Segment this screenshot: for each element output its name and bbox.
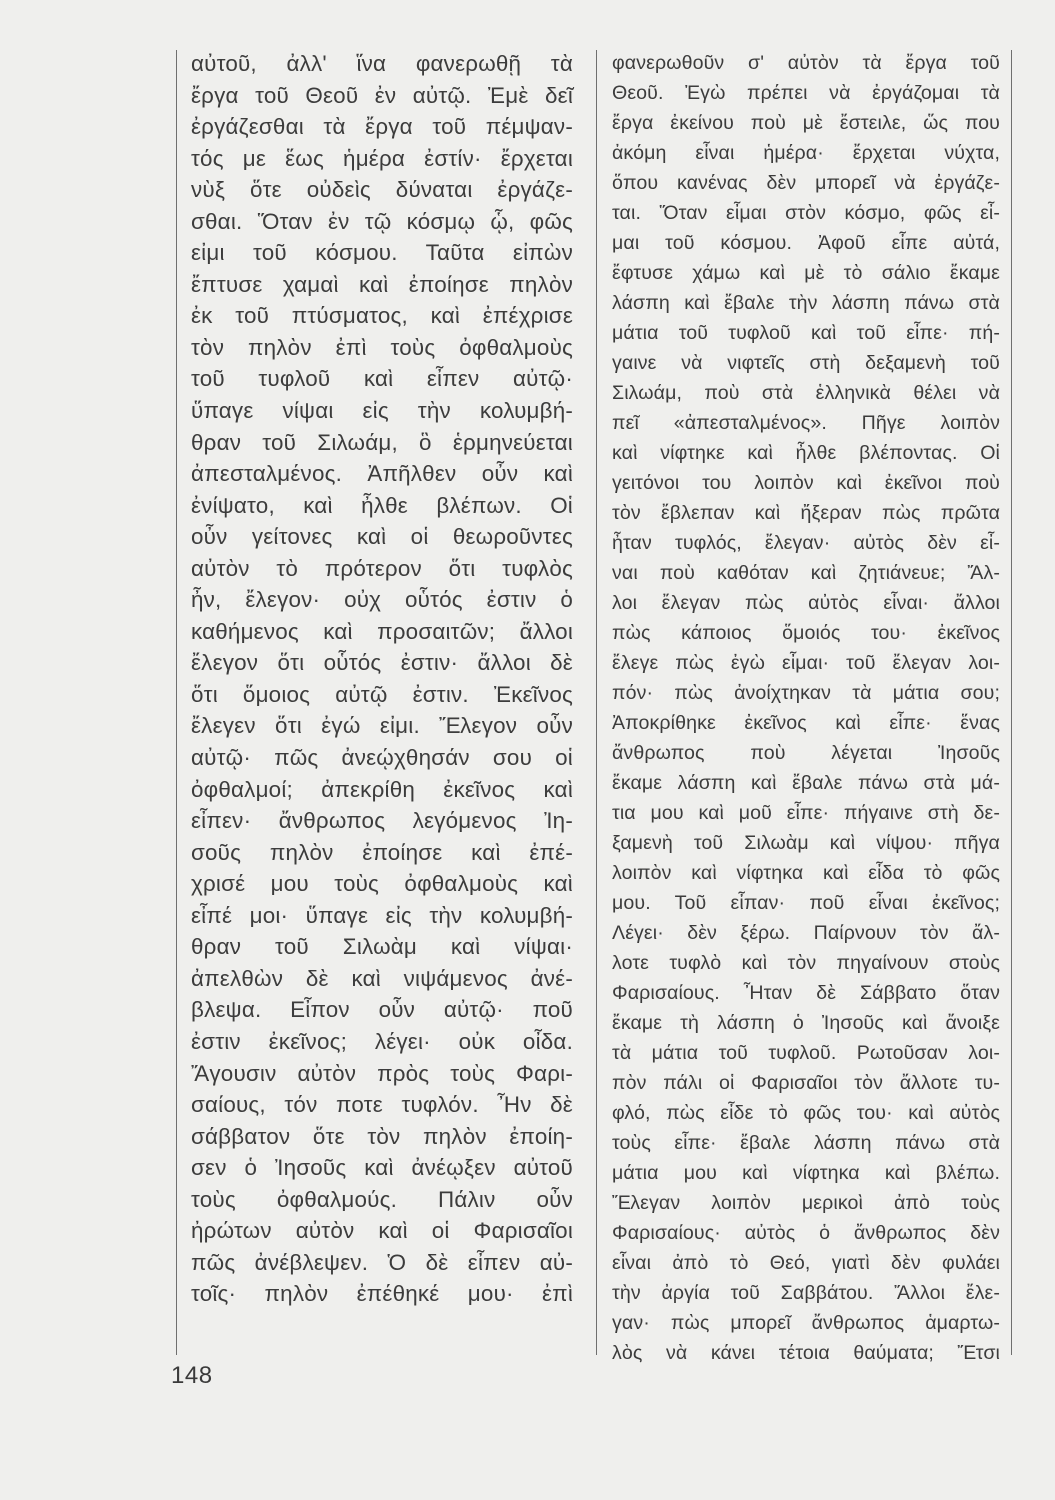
- text-line: ὅπου κανένας δὲν μπορεῖ νὰ ἐργάζε-: [612, 172, 1000, 194]
- text-line: γαν· πὼς μπορεῖ ἄνθρωπος ἁμαρτω-: [612, 1312, 1000, 1334]
- text-line: ὀφθαλμοί; ἀπεκρίθη ἐκεῖνος καὶ: [191, 776, 573, 802]
- text-line: ἦν, ἔλεγον· οὐχ οὗτός ἐστιν ὁ: [191, 587, 573, 613]
- text-line: ἔκαμε τὴ λάσπη ὁ Ἰησοῦς καὶ ἄνοιξε: [612, 1012, 1000, 1034]
- text-line: Ἀποκρίθηκε ἐκεῖνος καὶ εἶπε· ἕνας: [612, 712, 1000, 734]
- text-line: τοῦ τυφλοῦ καὶ εἶπεν αὐτῷ·: [191, 366, 573, 392]
- text-line: Σιλωάμ, ποὺ στὰ ἑλληνικὰ θέλει νὰ: [612, 382, 1000, 404]
- left-column-rule: [176, 50, 177, 1355]
- text-line: αὐτὸν τὸ πρότερον ὅτι τυφλὸς: [191, 555, 573, 581]
- text-line: καὶ νίφτηκε καὶ ἦλθε βλέποντας. Οἱ: [612, 442, 1000, 464]
- right-column-rule: [1011, 50, 1012, 1355]
- text-line: ἄνθρωπος ποὺ λέγεται Ἰησοῦς: [612, 742, 1000, 764]
- text-line: φανερωθοῦν σ' αὐτὸν τὰ ἔργα τοῦ: [612, 52, 1000, 74]
- text-line: ἐκ τοῦ πτύσματος, καὶ ἐπέχρισε: [191, 303, 573, 329]
- text-line: ἀπεσταλμένος. Ἀπῆλθεν οὖν καὶ: [191, 461, 573, 487]
- text-line: αὐτῷ· πῶς ἀνεῴχθησάν σου οἱ: [191, 745, 573, 771]
- text-line: ἔργα τοῦ Θεοῦ ἐν αὐτῷ. Ἐμὲ δεῖ: [191, 82, 573, 108]
- text-line: ἔκαμε λάσπη καὶ ἔβαλε πάνω στὰ μά-: [612, 772, 1000, 794]
- text-line: Φαρισαίους. Ἦταν δὲ Σάββατο ὅταν: [612, 982, 1000, 1004]
- text-line: τοῖς· πηλὸν ἐπέθηκέ μου· ἐπὶ: [191, 1281, 573, 1307]
- text-line: ὅτι ὅμοιος αὐτῷ ἐστιν. Ἐκεῖνος: [191, 681, 573, 707]
- text-line: ὕπαγε νίψαι εἰς τὴν κολυμβή-: [191, 398, 573, 424]
- text-line: τια μου καὶ μοῦ εἶπε· πήγαινε στὴ δε-: [612, 802, 1000, 824]
- text-line: σαίους, τόν ποτε τυφλόν. Ἦν δὲ: [191, 1092, 573, 1118]
- text-line: ἔλεγεν ὅτι ἐγώ εἰμι. Ἔλεγον οὖν: [191, 713, 573, 739]
- text-line: ἔλεγον ὅτι οὗτός ἐστιν· ἄλλοι δὲ: [191, 650, 573, 676]
- text-line: τός με ἕως ἡμέρα ἐστίν· ἔρχεται: [191, 145, 573, 171]
- text-line: τὸν πηλὸν ἐπὶ τοὺς ὀφθαλμοὺς: [191, 334, 573, 360]
- text-line: λοιπὸν καὶ νίφτηκα καὶ εἶδα τὸ φῶς: [612, 862, 1000, 884]
- text-line: τὴν ἀργία τοῦ Σαββάτου. Ἄλλοι ἔλε-: [612, 1282, 1000, 1304]
- text-line: Ἄγουσιν αὐτὸν πρὸς τοὺς Φαρι-: [191, 1060, 573, 1086]
- text-line: θραν τοῦ Σιλωὰμ καὶ νίψαι·: [191, 934, 573, 960]
- text-line: τοὺς ὀφθαλμούς. Πάλιν οὖν: [191, 1186, 573, 1212]
- text-line: Φαρισαίους· αὐτὸς ὁ ἄνθρωπος δὲν: [612, 1222, 1000, 1244]
- text-line: ἠρώτων αὐτὸν καὶ οἱ Φαρισαῖοι: [191, 1218, 573, 1244]
- text-line: γειτόνοι του λοιπὸν καὶ ἐκεῖνοι ποὺ: [612, 472, 1000, 494]
- text-line: ναι ποὺ καθόταν καὶ ζητιάνευε; Ἄλ-: [612, 562, 1000, 584]
- text-line: εἶπεν· ἄνθρωπος λεγόμενος Ἰη-: [191, 808, 573, 834]
- text-line: μου. Τοῦ εἶπαν· ποῦ εἶναι ἐκεῖνος;: [612, 892, 1000, 914]
- text-line: φλό, πὼς εἶδε τὸ φῶς του· καὶ αὐτὸς: [612, 1102, 1000, 1124]
- text-line: καθήμενος καὶ προσαιτῶν; ἄλλοι: [191, 618, 573, 644]
- text-line: σοῦς πηλὸν ἐποίησε καὶ ἐπέ-: [191, 839, 573, 865]
- text-line: μαι τοῦ κόσμου. Ἀφοῦ εἶπε αὐτά,: [612, 232, 1000, 254]
- text-line: λὸς νὰ κάνει τέτοια θαύματα; Ἔτσι: [612, 1342, 1000, 1364]
- text-line: πεῖ «ἀπεσταλμένος». Πῆγε λοιπὸν: [612, 412, 1000, 434]
- text-line: ἔφτυσε χάμω καὶ μὲ τὸ σάλιο ἔκαμε: [612, 262, 1000, 284]
- text-line: ἔπτυσε χαμαὶ καὶ ἐποίησε πηλὸν: [191, 271, 573, 297]
- text-line: ἦταν τυφλός, ἔλεγαν· αὐτὸς δὲν εἶ-: [612, 532, 1000, 554]
- text-line: θραν τοῦ Σιλωάμ, ὃ ἑρμηνεύεται: [191, 429, 573, 455]
- text-line: πὸν πάλι οἱ Φαρισαῖοι τὸν ἄλλοτε τυ-: [612, 1072, 1000, 1094]
- text-line: λοι ἔλεγαν πὼς αὐτὸς εἶναι· ἄλλοι: [612, 592, 1000, 614]
- text-line: σθαι. Ὅταν ἐν τῷ κόσμῳ ᾧ, φῶς: [191, 208, 573, 234]
- text-line: νὺξ ὅτε οὐδεὶς δύναται ἐργάζε-: [191, 177, 573, 203]
- text-line: πῶς ἀνέβλεψεν. Ὁ δὲ εἶπεν αὐ-: [191, 1249, 573, 1275]
- text-line: ἐνίψατο, καὶ ἦλθε βλέπων. Οἱ: [191, 492, 573, 518]
- text-line: τὸν ἔβλεπαν καὶ ἤξεραν πὼς πρῶτα: [612, 502, 1000, 524]
- text-line: λάσπη καὶ ἔβαλε τὴν λάσπη πάνω στὰ: [612, 292, 1000, 314]
- text-line: τοὺς εἶπε· ἔβαλε λάσπη πάνω στὰ: [612, 1132, 1000, 1154]
- text-line: μάτια τοῦ τυφλοῦ καὶ τοῦ εἶπε· πή-: [612, 322, 1000, 344]
- text-line: γαινε νὰ νιφτεῖς στὴ δεξαμενὴ τοῦ: [612, 352, 1000, 374]
- text-line: λοτε τυφλὸ καὶ τὸν πηγαίνουν στοὺς: [612, 952, 1000, 974]
- text-line: σάββατον ὅτε τὸν πηλὸν ἐποίη-: [191, 1123, 573, 1149]
- text-line: ἔργα ἐκείνου ποὺ μὲ ἔστειλε, ὥς που: [612, 112, 1000, 134]
- text-line: οὖν γείτονες καὶ οἱ θεωροῦντες: [191, 524, 573, 550]
- text-line: Θεοῦ. Ἐγὼ πρέπει νὰ ἐργάζομαι τὰ: [612, 82, 1000, 104]
- text-line: ἀπελθὼν δὲ καὶ νιψάμενος ἀνέ-: [191, 965, 573, 991]
- text-line: Λέγει· δὲν ξέρω. Παίρνουν τὸν ἄλ-: [612, 922, 1000, 944]
- text-line: αὐτοῦ, ἀλλ' ἵνα φανερωθῇ τὰ: [191, 51, 573, 76]
- text-line: πόν· πὼς ἀνοίχτηκαν τὰ μάτια σου;: [612, 682, 1000, 704]
- text-line: χρισέ μου τοὺς ὀφθαλμοὺς καὶ: [191, 871, 573, 897]
- modern-greek-column: [612, 48, 1000, 1368]
- text-line: Ἔλεγαν λοιπὸν μερικοὶ ἀπὸ τοὺς: [612, 1192, 1000, 1214]
- text-line: σεν ὁ Ἰησοῦς καὶ ἀνέῳξεν αὐτοῦ: [191, 1155, 573, 1181]
- ancient-greek-column: [191, 48, 573, 1310]
- text-line: ἔλεγε πὼς ἐγὼ εἶμαι· τοῦ ἔλεγαν λοι-: [612, 652, 1000, 674]
- text-line: ξαμενὴ τοῦ Σιλωὰμ καὶ νίψου· πῆγα: [612, 832, 1000, 854]
- text-line: εἰμι τοῦ κόσμου. Ταῦτα εἰπὼν: [191, 240, 573, 266]
- text-line: εἶπέ μοι· ὕπαγε εἰς τὴν κολυμβή-: [191, 902, 573, 928]
- center-column-rule: [596, 50, 597, 1355]
- text-line: ἀκόμη εἶναι ἡμέρα· ἔρχεται νύχτα,: [612, 142, 1000, 164]
- page-number: 148: [171, 1362, 213, 1389]
- text-line: ἐργάζεσθαι τὰ ἔργα τοῦ πέμψαν-: [191, 114, 573, 140]
- text-line: μάτια μου καὶ νίφτηκα καὶ βλέπω.: [612, 1162, 1000, 1184]
- text-line: πὼς κάποιος ὅμοιός του· ἐκεῖνος: [612, 622, 1000, 644]
- text-line: ται. Ὅταν εἶμαι στὸν κόσμο, φῶς εἶ-: [612, 202, 1000, 224]
- text-line: εἶναι ἀπὸ τὸ Θεό, γιατὶ δὲν φυλάει: [612, 1252, 1000, 1274]
- text-line: τὰ μάτια τοῦ τυφλοῦ. Ρωτοῦσαν λοι-: [612, 1042, 1000, 1064]
- text-line: ἐστιν ἐκεῖνος; λέγει· οὐκ οἶδα.: [191, 1028, 573, 1054]
- text-line: βλεψα. Εἶπον οὖν αὐτῷ· ποῦ: [191, 997, 573, 1023]
